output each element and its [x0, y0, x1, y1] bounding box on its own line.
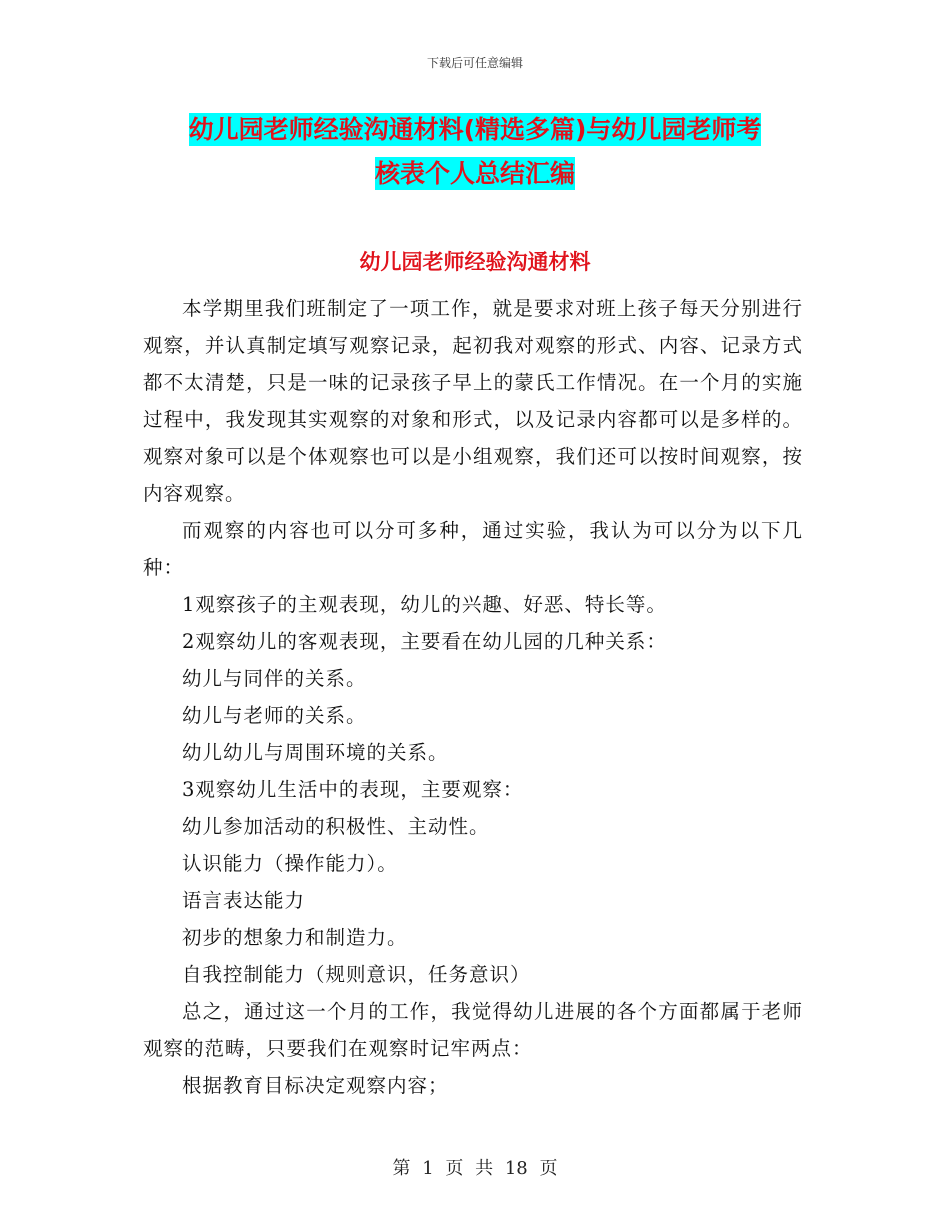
- paragraph: 总之，通过这一个月的工作，我觉得幼儿进展的各个方面都属于老师观察的范畴，只要我们在观察时记牢两点：: [143, 1000, 803, 1060]
- paragraph: 根据教育目标决定观察内容；: [182, 1074, 449, 1097]
- paragraph: 2观察幼儿的客观表现，主要看在幼儿园的几种关系：: [182, 630, 667, 653]
- paragraph: 幼儿幼儿与周围环境的关系。: [182, 741, 449, 764]
- page-footer: 第 1 页 共 18 页: [392, 1158, 558, 1179]
- paragraph: 1观察孩子的主观表现，幼儿的兴趣、好恶、特长等。: [182, 593, 667, 616]
- document-title-line-1: [150, 108, 800, 152]
- paragraph: 而观察的内容也可以分可多种，通过实验，我认为可以分为以下几种：: [143, 519, 803, 579]
- paragraph: 本学期里我们班制定了一项工作，就是要求对班上孩子每天分别进行观察，并认真制定填写观察记录，起初我对观察的形式、内容、记录方式都不太清楚，只是一味的记录孩子早上的蒙氏工作情况。在一个月的实施过程中，我发现其实观察的对象和形式，以及记录内容都可以是多样的。观察对象可以是个体观察也可以是小组观察，我们还可以按时间观察，按内容观察。: [143, 297, 803, 505]
- paragraph: 自我控制能力（规则意识，任务意识）: [182, 963, 531, 986]
- paragraph: 语言表达能力: [182, 889, 306, 912]
- document-title-text-2: 核表个人总结汇编: [374, 159, 575, 188]
- paragraph: 初步的想象力和制造力。: [182, 926, 408, 949]
- header-note: 下载后可任意编辑: [426, 56, 523, 70]
- document-title-line-2: [150, 152, 800, 196]
- paragraph: 幼儿与老师的关系。: [182, 704, 367, 727]
- paragraph: 3观察幼儿生活中的表现，主要观察：: [182, 778, 524, 801]
- document-title-text-1: 幼儿园老师经验沟通材料(精选多篇)与幼儿园老师考: [188, 115, 762, 144]
- paragraph: 认识能力（操作能力）。: [182, 852, 398, 875]
- paragraph: 幼儿与同伴的关系。: [182, 667, 367, 690]
- paragraph: 幼儿参加活动的积极性、主动性。: [182, 815, 490, 838]
- section-title: 幼儿园老师经验沟通材料: [359, 250, 591, 274]
- document-body: [143, 290, 803, 1104]
